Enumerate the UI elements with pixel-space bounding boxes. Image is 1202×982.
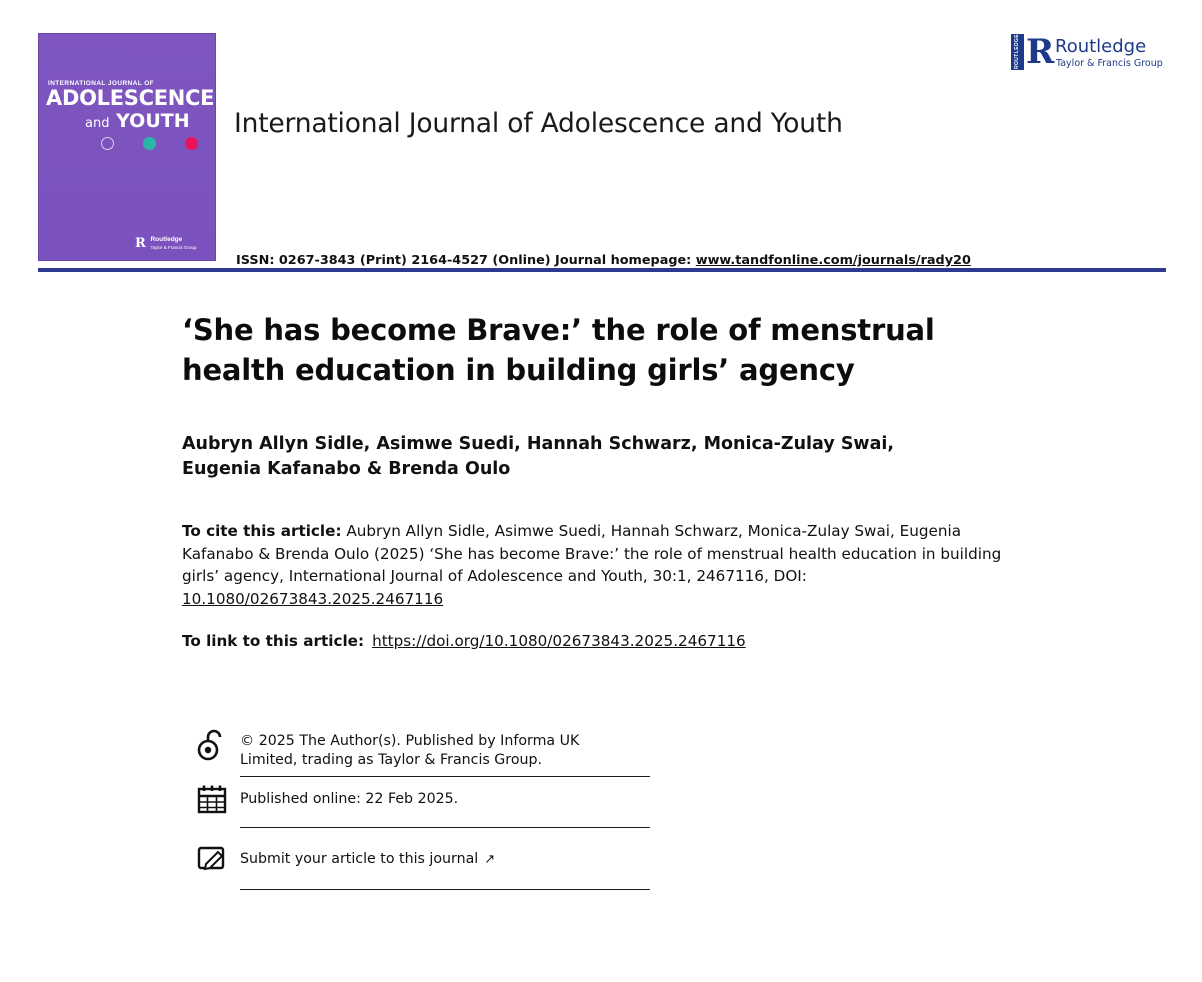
external-link-icon: ↗ xyxy=(484,852,496,867)
citation-block xyxy=(182,520,1014,610)
submit-row[interactable] xyxy=(182,836,602,894)
citation-text: Aubryn Allyn Sidle, Asimwe Suedi, Hannah Schwarz, Monica-Zulay Swai, Eugenia Kafanabo & Brenda Oulo (2025) ‘She has become Brave:’ the role of menstrual health education in building girls’ agency, International Journal of Adolescence and Youth, 30:1, 2467116, DOI: xyxy=(182,522,1002,585)
article-block xyxy=(182,310,1042,652)
journal-title: International Journal of Adolescence and Youth xyxy=(234,108,843,139)
article-link-block xyxy=(182,630,1042,652)
cover-dot-outline xyxy=(101,137,114,150)
routledge-vertical-label: ROUTLEDGE xyxy=(1011,34,1024,70)
cover-dot-pink xyxy=(185,137,198,150)
cover-top-label: INTERNATIONAL JOURNAL OF xyxy=(48,80,155,87)
routledge-sub: Taylor & Francis Group xyxy=(1056,58,1163,69)
journal-cover-image xyxy=(38,33,216,261)
routledge-swoosh-icon: R xyxy=(1026,32,1055,72)
cover-title-youth-word: YOUTH xyxy=(116,110,190,132)
submit-article-label: Submit your article to this journal xyxy=(240,851,479,867)
cover-publisher-name: Routledge xyxy=(150,236,183,243)
published-row xyxy=(182,778,602,836)
license-row xyxy=(182,726,602,778)
pencil-article-icon xyxy=(196,844,230,880)
routledge-name: Routledge xyxy=(1055,36,1147,57)
cover-title-youth xyxy=(85,110,190,132)
cover-title-and: and xyxy=(85,116,110,131)
article-meta-list xyxy=(182,726,602,894)
issn-line xyxy=(236,253,971,268)
article-title: ‘She has become Brave:’ the role of menstrual health education in building girls’ agency xyxy=(182,313,935,387)
journal-masthead xyxy=(38,33,1166,268)
cover-publisher-sub: Taylor & Francis Group xyxy=(150,245,197,250)
citation-doi-link[interactable]: 10.1080/02673843.2025.2467116 xyxy=(182,589,444,608)
article-authors: Aubryn Allyn Sidle, Asimwe Suedi, Hannah Schwarz, Monica-Zulay Swai, Eugenia Kafanabo & Brenda Oulo xyxy=(182,434,895,479)
meta-divider xyxy=(240,889,650,890)
open-access-icon xyxy=(196,728,230,764)
citation-label: To cite this article: xyxy=(182,522,342,540)
cover-title-adolescence: ADOLESCENCE xyxy=(46,86,215,110)
calendar-icon xyxy=(196,784,230,820)
cover-routledge-mark: R xyxy=(135,236,146,251)
journal-homepage-link[interactable]: www.tandfonline.com/journals/rady20 xyxy=(695,253,971,268)
masthead-divider xyxy=(38,268,1166,272)
routledge-logo xyxy=(1011,33,1166,75)
cover-publisher-logo xyxy=(135,236,197,252)
article-doi-url[interactable]: https://doi.org/10.1080/02673843.2025.2467116 xyxy=(372,632,746,650)
license-text: © 2025 The Author(s). Published by Informa UK Limited, trading as Taylor & Francis Group. xyxy=(240,733,580,768)
meta-divider xyxy=(240,827,650,828)
issn-text: ISSN: 0267-3843 (Print) 2164-4527 (Online) Journal homepage: xyxy=(236,253,692,268)
article-link-label: To link to this article: xyxy=(182,632,365,650)
published-text: Published online: 22 Feb 2025. xyxy=(240,791,459,807)
submit-article-link[interactable] xyxy=(240,836,602,869)
cover-dot-teal xyxy=(143,137,156,150)
cover-dots xyxy=(101,137,201,153)
